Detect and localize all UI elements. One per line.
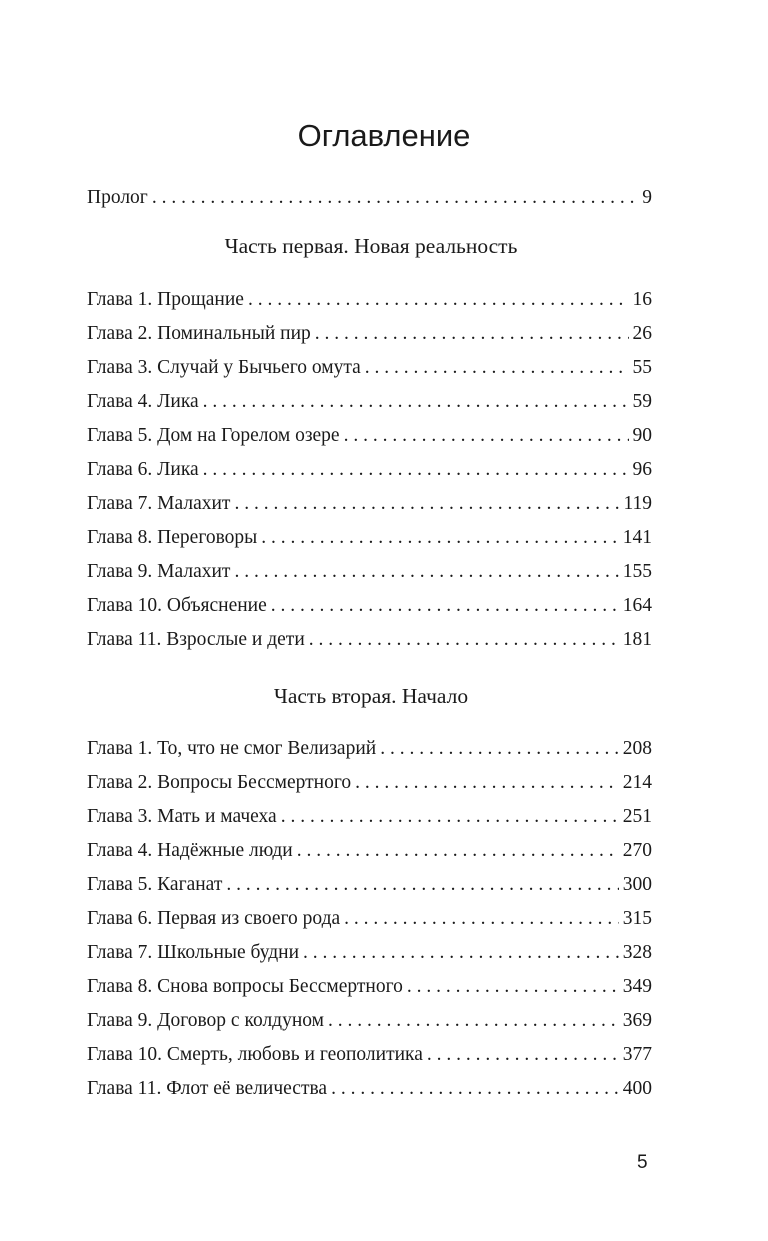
dot-leader bbox=[271, 589, 619, 623]
chapter-page: 400 bbox=[622, 1078, 652, 1099]
toc-row bbox=[87, 555, 652, 589]
toc-row bbox=[87, 970, 652, 1004]
toc-row bbox=[87, 1072, 652, 1106]
chapter-page: 208 bbox=[622, 738, 652, 759]
dot-leader bbox=[380, 732, 619, 766]
chapter-page: 16 bbox=[632, 289, 652, 310]
chapter-page: 141 bbox=[622, 527, 652, 548]
toc-row bbox=[87, 834, 652, 868]
chapter-label: Глава 2. Вопросы Бессмертного bbox=[87, 772, 352, 793]
chapter-list bbox=[87, 732, 652, 1106]
toc-row bbox=[87, 453, 652, 487]
chapter-page: 119 bbox=[623, 493, 652, 514]
chapter-label: Глава 11. Флот её величества bbox=[87, 1078, 328, 1099]
chapter-label: Глава 8. Переговоры bbox=[87, 527, 258, 548]
toc-row bbox=[87, 351, 652, 385]
chapter-page: 26 bbox=[632, 323, 652, 344]
chapter-list bbox=[87, 283, 652, 657]
chapter-label: Глава 4. Надёжные люди bbox=[87, 840, 293, 861]
dot-leader bbox=[355, 766, 619, 800]
chapter-page: 155 bbox=[622, 561, 652, 582]
toc-row bbox=[87, 589, 652, 623]
chapter-page: 59 bbox=[632, 391, 652, 412]
chapter-page: 328 bbox=[622, 942, 652, 963]
chapter-label: Глава 1. Прощание bbox=[87, 289, 244, 310]
chapter-page: 214 bbox=[622, 772, 652, 793]
chapter-page: 55 bbox=[632, 357, 652, 378]
chapter-page: 96 bbox=[632, 459, 652, 480]
entry-label: Пролог bbox=[87, 187, 148, 208]
entry-page: 9 bbox=[642, 187, 652, 208]
chapter-label: Глава 8. Снова вопросы Бессмертного bbox=[87, 976, 403, 997]
toc-row bbox=[87, 766, 652, 800]
part-heading: Часть вторая. Начало bbox=[273, 684, 469, 708]
chapter-label: Глава 9. Договор с колдуном bbox=[87, 1010, 324, 1031]
chapter-label: Глава 2. Поминальный пир bbox=[87, 323, 311, 344]
chapter-label: Глава 5. Каганат bbox=[87, 874, 223, 895]
dot-leader bbox=[234, 487, 619, 521]
dot-leader bbox=[203, 385, 629, 419]
page-number: 5 bbox=[637, 1152, 648, 1173]
dot-leader bbox=[407, 970, 619, 1004]
dot-leader bbox=[297, 834, 619, 868]
dot-leader bbox=[344, 419, 629, 453]
chapter-label: Глава 10. Объяснение bbox=[87, 595, 267, 616]
dot-leader bbox=[261, 521, 618, 555]
chapter-label: Глава 11. Взрослые и дети bbox=[87, 629, 305, 650]
dot-leader bbox=[331, 1072, 619, 1106]
chapter-page: 377 bbox=[622, 1044, 652, 1065]
toc-row bbox=[87, 487, 652, 521]
toc-row bbox=[87, 868, 652, 902]
dot-leader bbox=[152, 181, 638, 215]
dot-leader bbox=[203, 453, 629, 487]
chapter-label: Глава 3. Случай у Бычьего омута bbox=[87, 357, 361, 378]
chapter-page: 300 bbox=[622, 874, 652, 895]
chapter-label: Глава 4. Лика bbox=[87, 391, 199, 412]
toc-row bbox=[87, 317, 652, 351]
toc-row bbox=[87, 181, 652, 215]
dot-leader bbox=[281, 800, 619, 834]
toc-row bbox=[87, 521, 652, 555]
chapter-label: Глава 5. Дом на Горелом озере bbox=[87, 425, 340, 446]
dot-leader bbox=[226, 868, 618, 902]
chapter-page: 164 bbox=[622, 595, 652, 616]
chapter-page: 181 bbox=[622, 629, 652, 650]
dot-leader bbox=[328, 1004, 619, 1038]
page-title: Оглавление bbox=[297, 118, 471, 153]
dot-leader bbox=[309, 623, 619, 657]
toc-row bbox=[87, 732, 652, 766]
dot-leader bbox=[234, 555, 618, 589]
chapter-label: Глава 7. Малахит bbox=[87, 493, 231, 514]
toc-row bbox=[87, 800, 652, 834]
chapter-page: 349 bbox=[622, 976, 652, 997]
chapter-label: Глава 7. Школьные будни bbox=[87, 942, 300, 963]
dot-leader bbox=[303, 936, 619, 970]
dot-leader bbox=[427, 1038, 619, 1072]
chapter-page: 315 bbox=[622, 908, 652, 929]
toc-row bbox=[87, 902, 652, 936]
part-heading: Часть первая. Новая реальность bbox=[224, 234, 518, 258]
chapter-label: Глава 1. То, что не смог Велизарий bbox=[87, 738, 377, 759]
chapter-label: Глава 10. Смерть, любовь и геополитика bbox=[87, 1044, 423, 1065]
prologue-entry bbox=[87, 181, 652, 215]
chapter-label: Глава 6. Первая из своего рода bbox=[87, 908, 341, 929]
chapter-label: Глава 3. Мать и мачеха bbox=[87, 806, 277, 827]
chapter-label: Глава 9. Малахит bbox=[87, 561, 231, 582]
dot-leader bbox=[315, 317, 629, 351]
toc-row bbox=[87, 1004, 652, 1038]
chapter-page: 90 bbox=[632, 425, 652, 446]
chapter-page: 270 bbox=[622, 840, 652, 861]
toc-row bbox=[87, 1038, 652, 1072]
toc-row bbox=[87, 385, 652, 419]
chapter-page: 251 bbox=[622, 806, 652, 827]
toc-row bbox=[87, 283, 652, 317]
dot-leader bbox=[365, 351, 629, 385]
toc-row bbox=[87, 936, 652, 970]
dot-leader bbox=[248, 283, 629, 317]
toc-row bbox=[87, 419, 652, 453]
dot-leader bbox=[344, 902, 619, 936]
chapter-page: 369 bbox=[622, 1010, 652, 1031]
chapter-label: Глава 6. Лика bbox=[87, 459, 199, 480]
toc-row bbox=[87, 623, 652, 657]
